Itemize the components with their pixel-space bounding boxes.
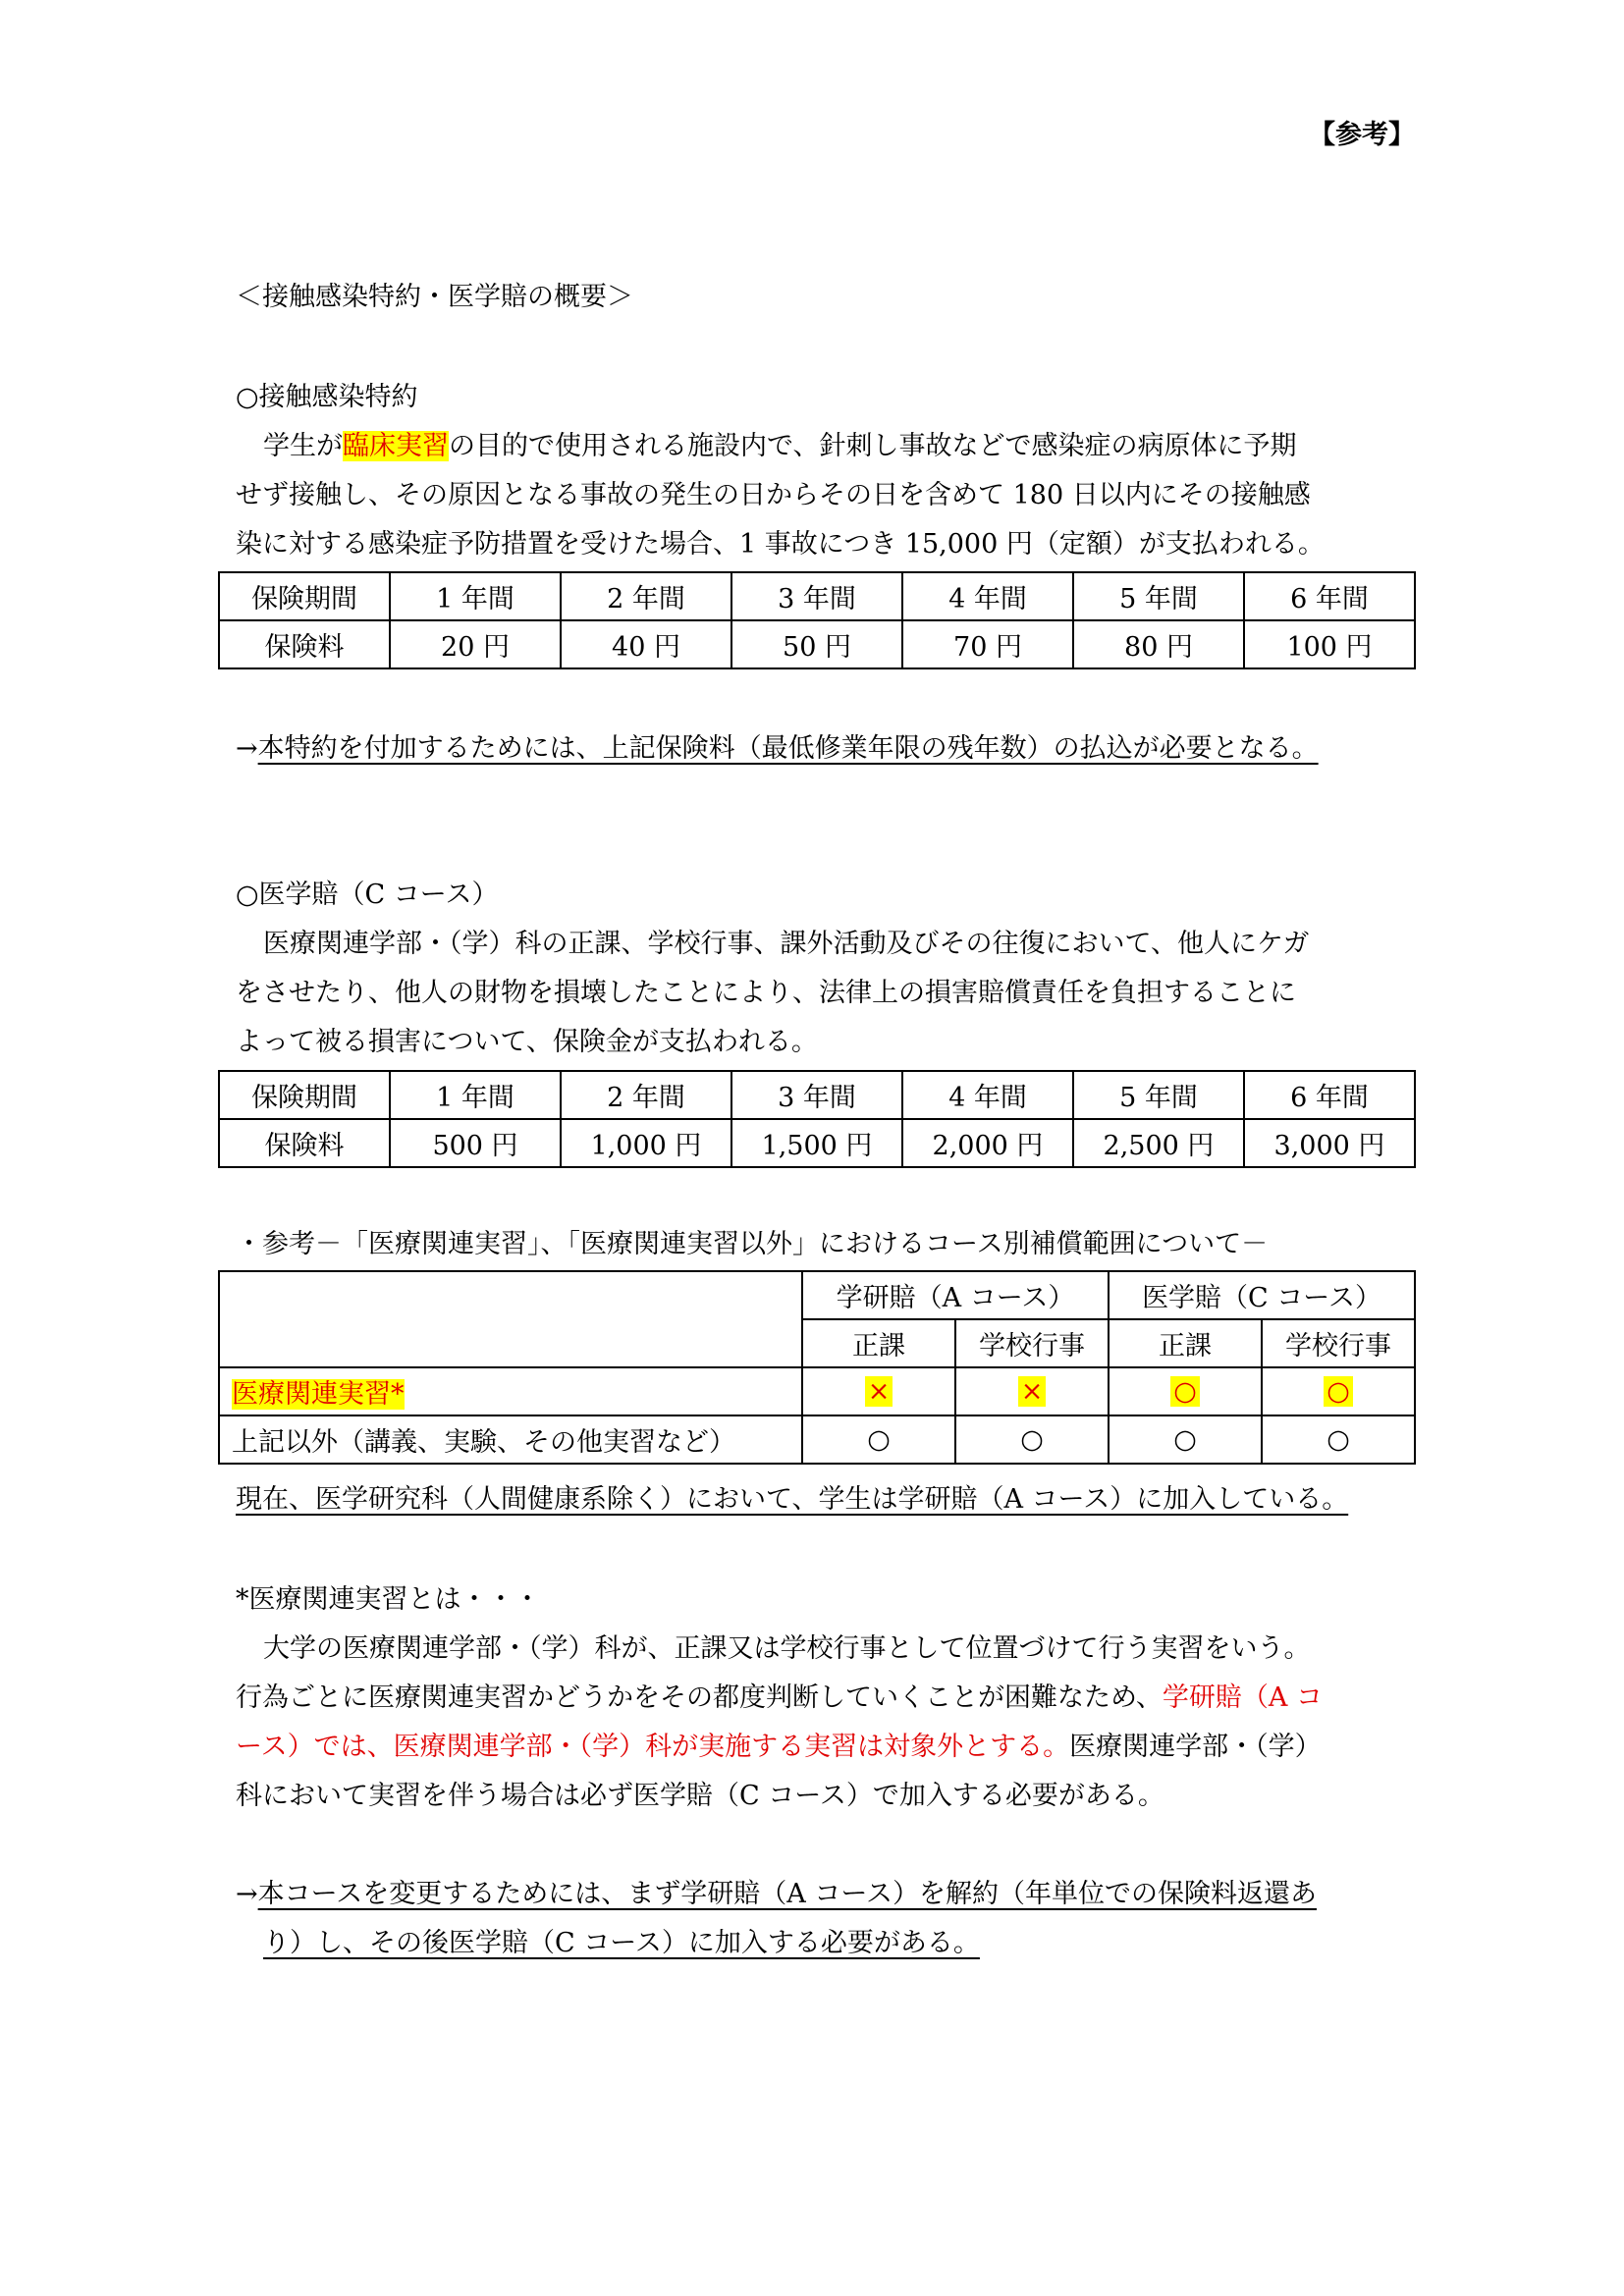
- row-label-medical-practice: [219, 1367, 802, 1415]
- table-header-a-course: 学研賠（A コース）: [802, 1271, 1109, 1319]
- table-cell: 1 年間: [390, 1071, 561, 1119]
- table-cell: [1109, 1367, 1262, 1415]
- highlight-clinical-practice: 臨床実習: [343, 431, 449, 461]
- section1-line1-b: の目的で使用される施設内で、針刺し事故などで感染症の病原体に予期: [449, 431, 1297, 461]
- circle-mark-icon: ○: [1173, 1424, 1197, 1455]
- table-cell: 保険料: [219, 620, 390, 668]
- table-subheader: 正課: [1109, 1319, 1262, 1367]
- section4-line2: [236, 1681, 1323, 1716]
- section4-line3-b: 医療関連学部・（学）: [1069, 1732, 1322, 1762]
- table-subheader: 学校行事: [955, 1319, 1109, 1367]
- table-cell: [802, 1415, 955, 1464]
- section4-note-text1: 本コースを変更するためには、まず学研賠（A コース）を解約（年単位での保険料返還あ: [257, 1879, 1318, 1909]
- section1-note-text: 本特約を付加するためには、上記保険料（最低修業年限の残年数）の払込が必要となる。: [257, 733, 1319, 764]
- circle-mark-icon: ○: [1326, 1424, 1350, 1455]
- section4-line4: 科において実習を伴う場合は必ず医学賠（C コース）で加入する必要がある。: [236, 1781, 1164, 1811]
- circle-mark-icon: ○: [1170, 1376, 1200, 1407]
- medical-liability-fee-table: [218, 1070, 1416, 1168]
- table-subheader: 正課: [802, 1319, 955, 1367]
- contact-infection-fee-table: [218, 571, 1416, 669]
- table-row: [219, 1271, 1415, 1319]
- section4-note-line1: [236, 1877, 1317, 1912]
- table-subheader: 学校行事: [1262, 1319, 1415, 1367]
- coverage-scope-table: [218, 1270, 1416, 1465]
- table-cell: 1,000 円: [561, 1119, 731, 1167]
- table-cell: 100 円: [1244, 620, 1415, 668]
- row-label-other: 上記以外（講義、実験、その他実習など）: [219, 1415, 802, 1464]
- section1-line1: [263, 429, 1296, 464]
- section4-note-line2: り）し、その後医学賠（C コース）に加入する必要がある。: [263, 1928, 980, 1958]
- table-cell: 1,500 円: [731, 1119, 902, 1167]
- table-cell: 1 年間: [390, 572, 561, 620]
- table-row: [219, 620, 1415, 668]
- table-cell: 4 年間: [902, 572, 1073, 620]
- table-row: [219, 1367, 1415, 1415]
- section2-heading: ○医学賠（C コース）: [236, 880, 499, 910]
- table-cell: [1262, 1415, 1415, 1464]
- section1-note: [236, 731, 1319, 767]
- table-row: [219, 1119, 1415, 1167]
- section4-line3: [236, 1730, 1322, 1765]
- section3-heading: ・参考－「医療関連実習」、「医療関連実習以外」におけるコース別補償範囲について－: [236, 1229, 1269, 1259]
- section4-line1: 大学の医療関連学部・（学）科が、正課又は学校行事として位置づけて行う実習をいう。: [263, 1633, 1311, 1664]
- section2-line1: 医療関連学部・（学）科の正課、学校行事、課外活動及びその往復において、他人にケガ: [263, 929, 1310, 959]
- table-row: [219, 1071, 1415, 1119]
- table-row: [219, 1415, 1415, 1464]
- table-cell: 保険料: [219, 1119, 390, 1167]
- section1-line3: 染に対する感染症予防措置を受けた場合、1 事故につき 15,000 円（定額）が支払われる。: [236, 529, 1325, 560]
- section4-line2-a: 行為ごとに医療関連実習かどうかをその都度判断していくことが困難なため、: [236, 1682, 1163, 1713]
- reference-tag: 【参考】: [1309, 120, 1415, 150]
- table-cell: 6 年間: [1244, 572, 1415, 620]
- table-cell: [955, 1367, 1109, 1415]
- section3-note: 現在、医学研究科（人間健康系除く）において、学生は学研賠（A コース）に加入している。: [236, 1484, 1349, 1515]
- table-cell: [955, 1415, 1109, 1464]
- table-cell: 50 円: [731, 620, 902, 668]
- table-row: [219, 572, 1415, 620]
- table-cell: 5 年間: [1073, 572, 1244, 620]
- section2-line3: よって被る損害について、保険金が支払われる。: [236, 1027, 818, 1057]
- table-cell: 2 年間: [561, 1071, 731, 1119]
- table-cell: 保険期間: [219, 572, 390, 620]
- section4-line3-red: ース）では、医療関連学部・（学）科が実施する実習は対象外とする。: [236, 1732, 1070, 1762]
- table-cell: 4 年間: [902, 1071, 1073, 1119]
- section1-line1-a: 学生が: [263, 431, 343, 461]
- section4-line2-red: 学研賠（A コ: [1162, 1682, 1324, 1713]
- cross-mark-icon: ×: [1018, 1376, 1047, 1407]
- circle-mark-icon: ○: [1324, 1376, 1353, 1407]
- circle-mark-icon: ○: [1020, 1424, 1044, 1455]
- table-cell: [802, 1367, 955, 1415]
- table-cell: 保険期間: [219, 1071, 390, 1119]
- table-cell: 40 円: [561, 620, 731, 668]
- arrow-icon: →: [236, 1879, 258, 1909]
- row-label-medical-practice-text: 医療関連実習*: [232, 1379, 405, 1410]
- table-cell: 3,000 円: [1244, 1119, 1415, 1167]
- table-cell: 6 年間: [1244, 1071, 1415, 1119]
- section1-line2: せず接触し、その原因となる事故の発生の日からその日を含めて 180 日以内にその接触感: [236, 480, 1311, 510]
- table-cell: [1109, 1415, 1262, 1464]
- section1-heading: ○接触感染特約: [236, 382, 418, 412]
- table-cell: 3 年間: [731, 1071, 902, 1119]
- table-cell: 3 年間: [731, 572, 902, 620]
- arrow-icon: →: [236, 733, 258, 764]
- circle-mark-icon: ○: [867, 1424, 891, 1455]
- table-header-c-course: 医学賠（C コース）: [1109, 1271, 1415, 1319]
- table-cell: 500 円: [390, 1119, 561, 1167]
- table-cell: 80 円: [1073, 620, 1244, 668]
- cross-mark-icon: ×: [865, 1376, 893, 1407]
- section2-line2: をさせたり、他人の財物を損壊したことにより、法律上の損害賠償責任を負担することに: [236, 978, 1296, 1008]
- table-corner-cell: [219, 1271, 802, 1367]
- table-cell: 70 円: [902, 620, 1073, 668]
- document-title: ＜接触感染特約・医学賠の概要＞: [236, 282, 633, 312]
- table-cell: 2,500 円: [1073, 1119, 1244, 1167]
- table-cell: [1262, 1367, 1415, 1415]
- table-cell: 2 年間: [561, 572, 731, 620]
- table-cell: 20 円: [390, 620, 561, 668]
- table-cell: 2,000 円: [902, 1119, 1073, 1167]
- table-cell: 5 年間: [1073, 1071, 1244, 1119]
- section4-heading: *医療関連実習とは・・・: [236, 1584, 541, 1615]
